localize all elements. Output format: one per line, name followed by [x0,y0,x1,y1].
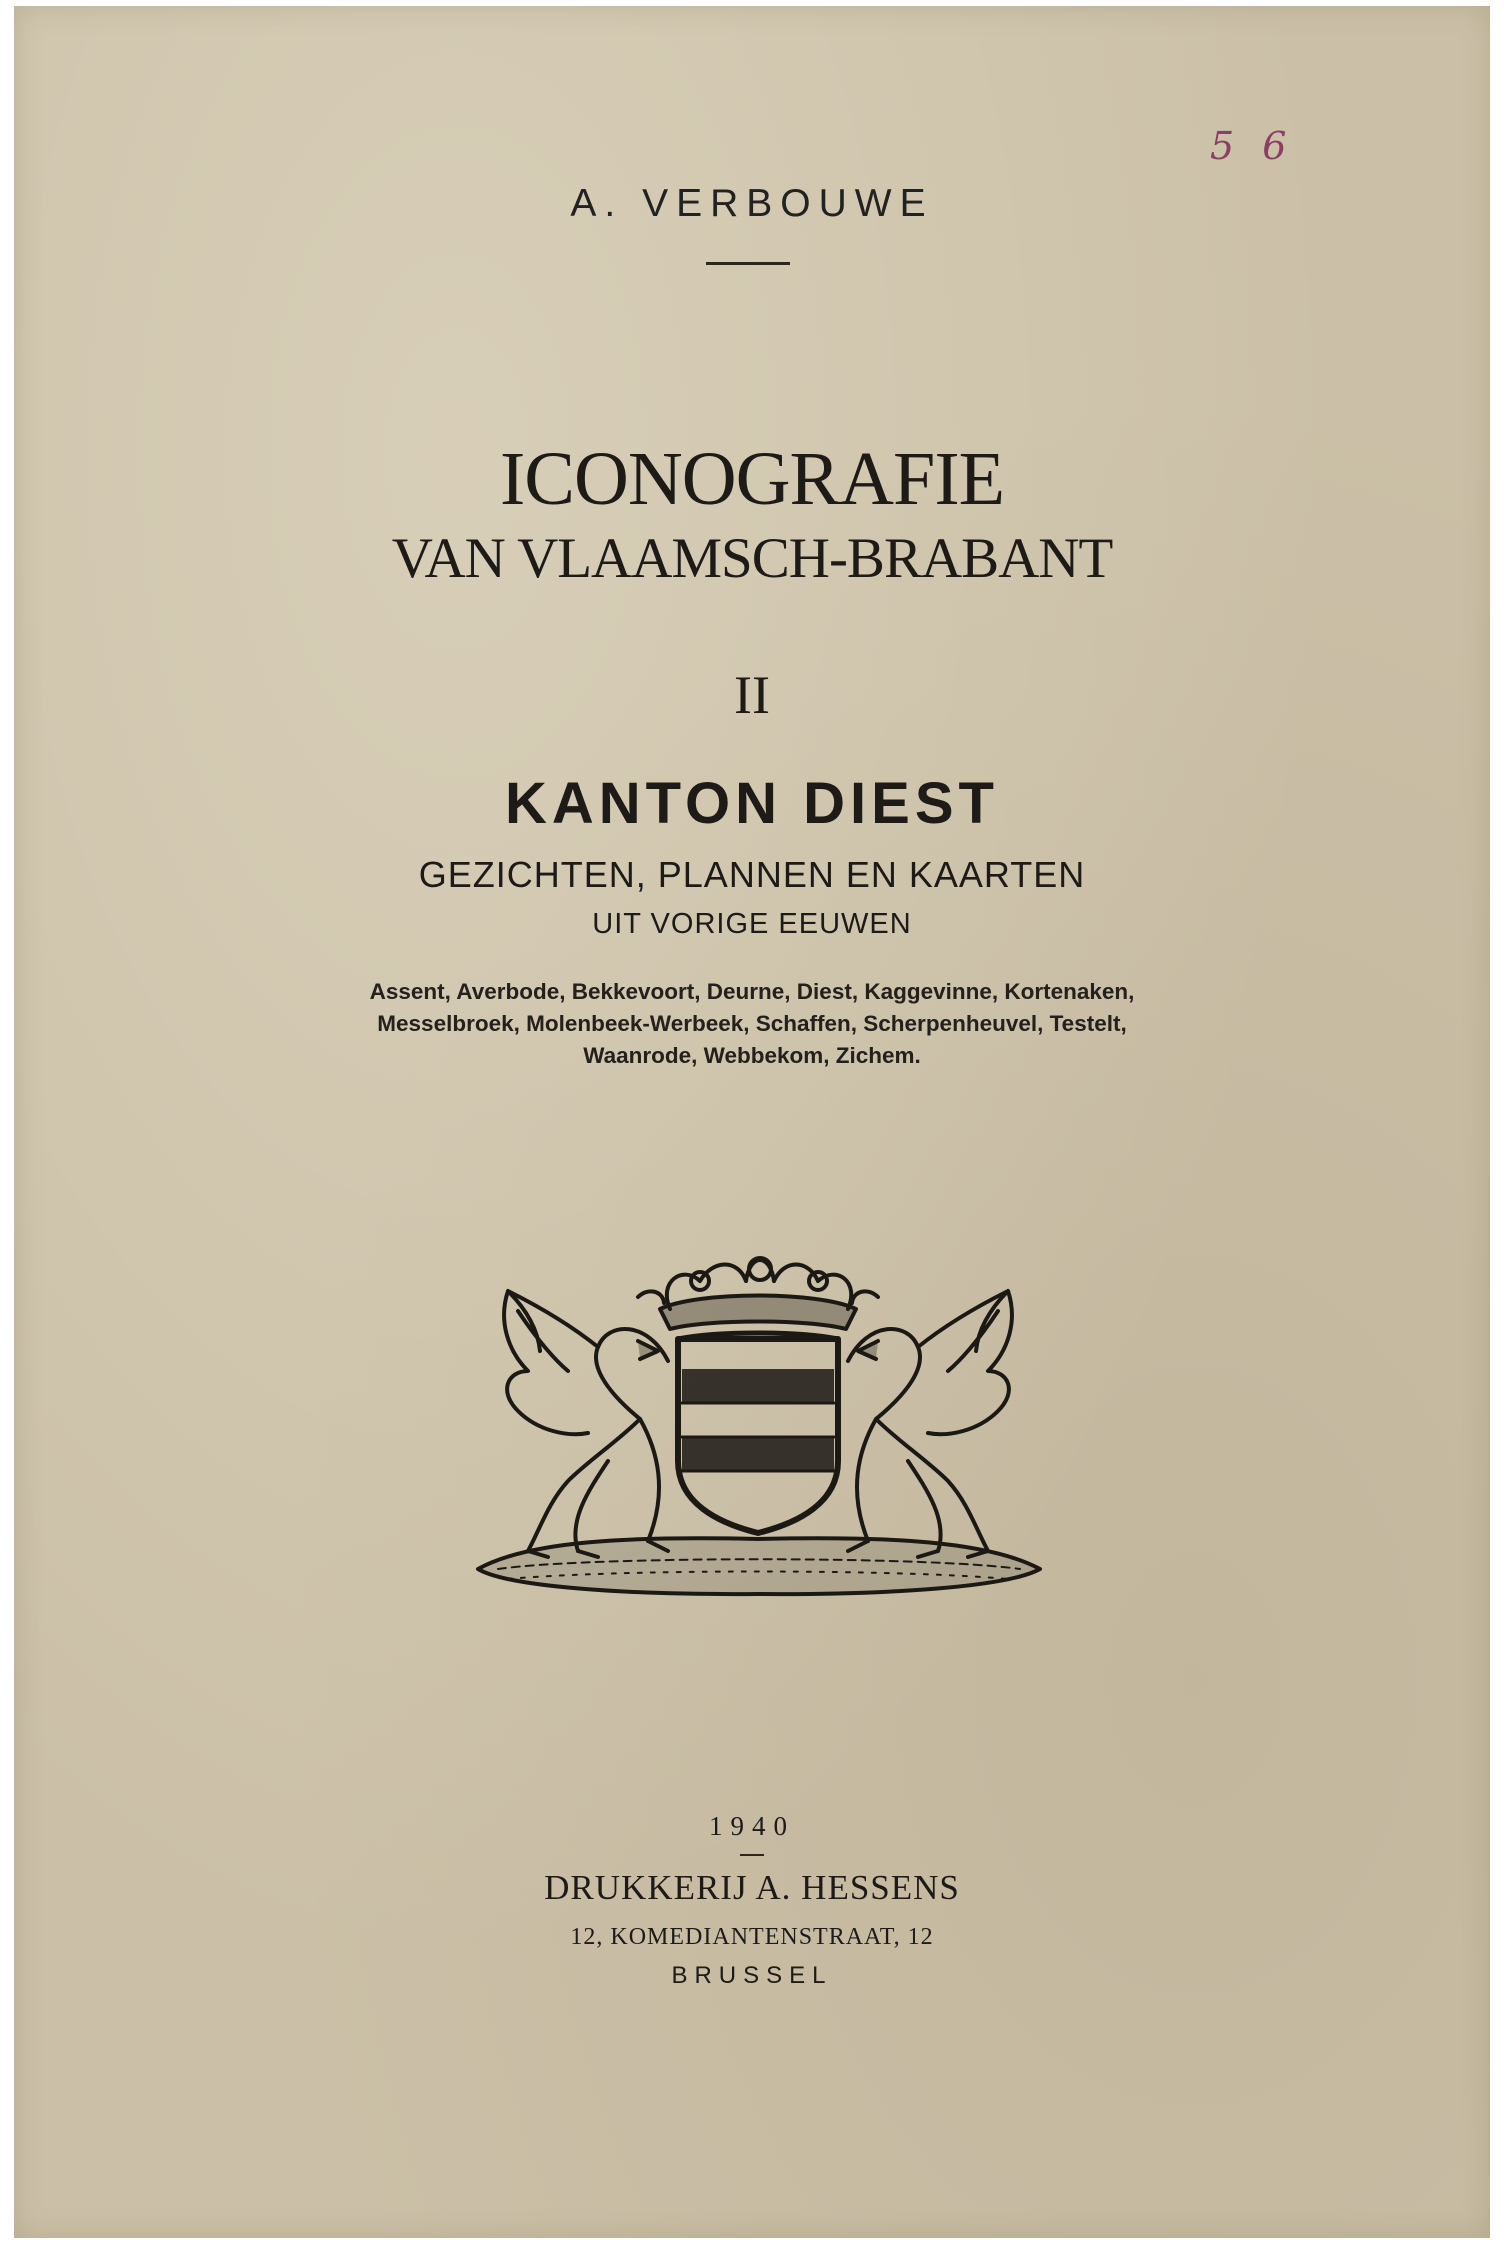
places-line-2: Messelbroek, Molenbeek-Werbeek, Schaffen, Scherpenheuvel, Testelt, [377,1011,1127,1036]
publication-year: 1940 [709,1811,795,1841]
author-name: A. VERBOUWE [570,182,934,225]
title-line-2: VAN VLAAMSCH-BRABANT [391,527,1113,590]
author-divider [706,262,790,265]
places-line-3: Waanrode, Webbekom, Zichem. [583,1043,921,1068]
printer-name: DRUKKERIJ A. HESSENS [544,1868,960,1907]
section-title: KANTON DIEST [505,771,999,836]
year-divider [740,1854,764,1856]
title-line-1: ICONOGRAFIE [499,437,1005,521]
places-list [14,976,1490,1072]
printer-city: BRUSSEL [671,1962,833,1989]
volume-number: II [734,665,770,725]
printer-address: 12, KOMEDIANTENSTRAAT, 12 [570,1924,934,1950]
places-line-1: Assent, Averbode, Bekkevoort, Deurne, Diest, Kaggevinne, Kortenaken, [369,979,1135,1004]
handwritten-shelf-number: 5 6 [1210,124,1295,168]
coat-of-arms-icon [468,1251,1048,1611]
section-subtitle-2: UIT VORIGE EEUWEN [592,908,912,940]
book-cover [14,6,1490,2238]
section-subtitle-1: GEZICHTEN, PLANNEN EN KAARTEN [418,854,1086,895]
